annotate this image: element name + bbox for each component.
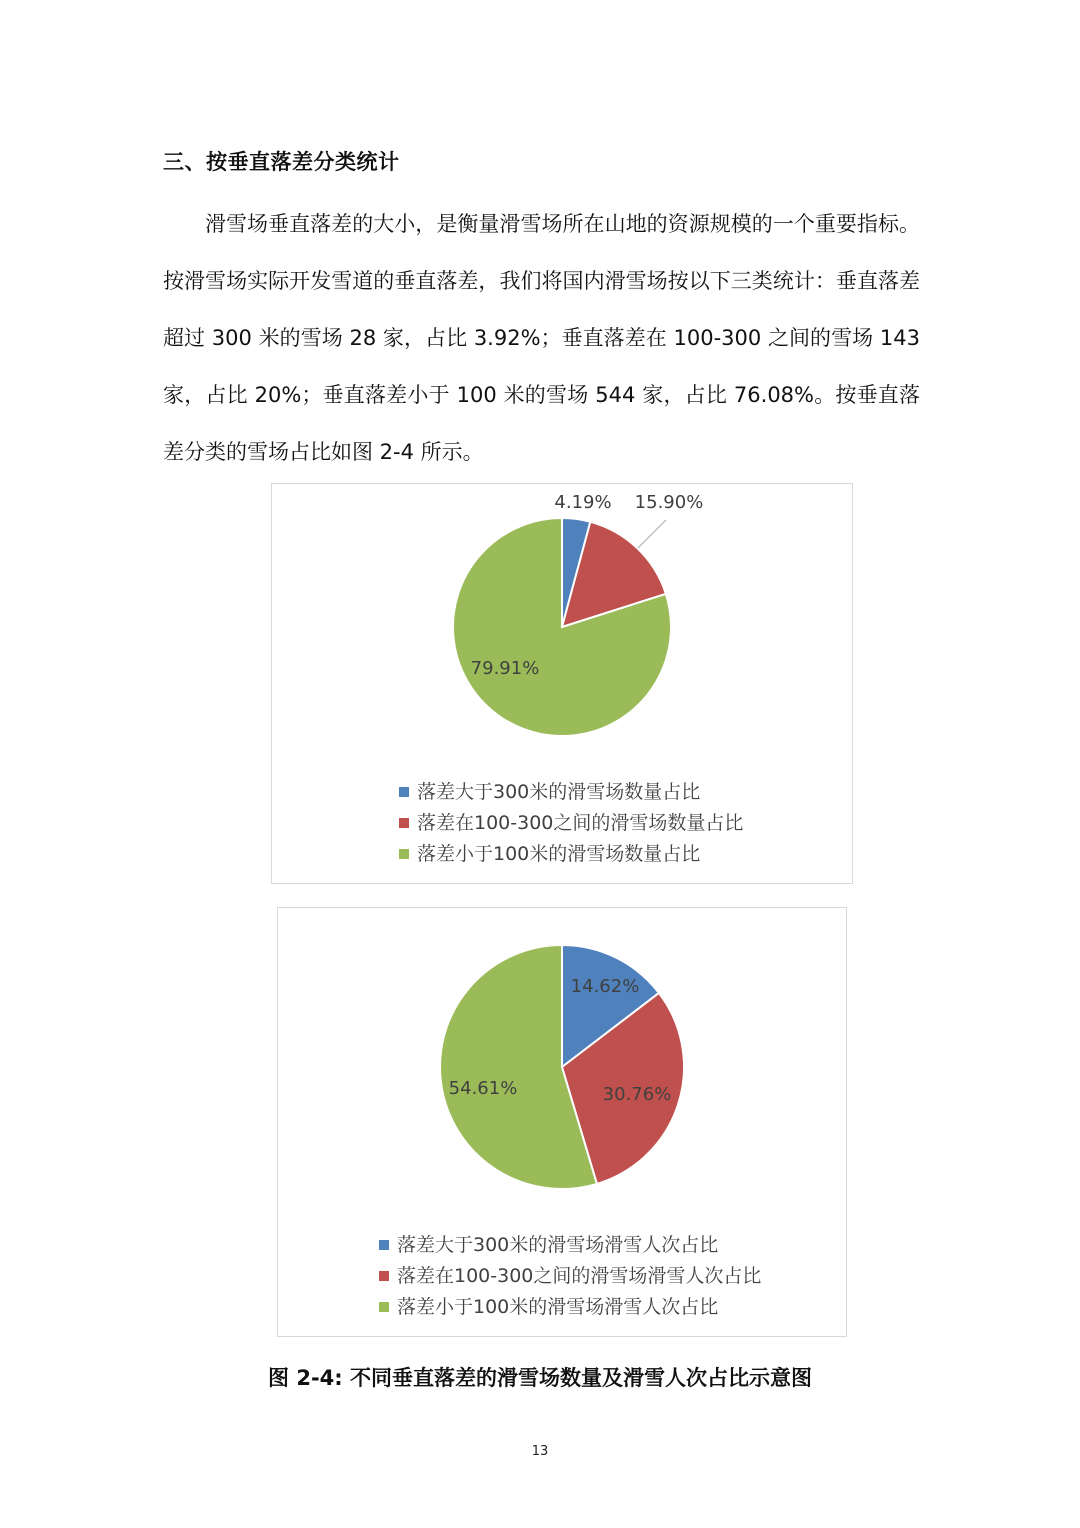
legend-swatch-blue: [399, 787, 409, 797]
legend-label: 落差大于300米的滑雪场数量占比: [417, 781, 701, 803]
paragraph-text: 滑雪场垂直落差的大小，是衡量滑雪场所在山地的资源规模的一个重要指标。按滑雪场实际开发雪道的垂直落差，我们将国内滑雪场按以下三类统计：垂直落差超过 300 米的雪场 28 家，占比 3.92%；垂直落差在 100-300 之间的雪场 143 家，占比 20%；垂直落差小于 100 米的雪场 544 家，占比 76.08%。按垂直落差分类的雪场占比如图 2-4 所示。: [163, 212, 920, 464]
legend-label: 落差小于100米的滑雪场滑雪人次占比: [397, 1296, 719, 1318]
chart-ski-resort-count-share: [271, 483, 853, 884]
legend-swatch-red: [379, 1271, 389, 1281]
legend-count: [399, 777, 743, 870]
body-paragraph: [163, 196, 920, 481]
legend-item: [379, 1230, 761, 1261]
pie-chart-count: [272, 484, 852, 784]
data-label: 14.62%: [570, 976, 640, 997]
data-label: 4.19%: [554, 492, 612, 513]
legend-item: [399, 839, 743, 870]
legend-label: 落差在100-300之间的滑雪场数量占比: [417, 812, 744, 834]
legend-item: [379, 1261, 761, 1292]
legend-item: [379, 1292, 761, 1323]
legend-swatch-red: [399, 818, 409, 828]
legend-item: [399, 777, 743, 808]
legend-swatch-blue: [379, 1240, 389, 1250]
legend-visits: [379, 1230, 761, 1323]
legend-label: 落差在100-300之间的滑雪场滑雪人次占比: [397, 1265, 762, 1287]
label-leader-line: [638, 520, 666, 548]
legend-item: [399, 808, 743, 839]
legend-swatch-green: [379, 1302, 389, 1312]
figure-caption: 图 2-4: 不同垂直落差的滑雪场数量及滑雪人次占比示意图: [268, 1366, 812, 1390]
page-number: 13: [531, 1444, 549, 1459]
data-label: 54.61%: [448, 1078, 518, 1099]
data-label: 30.76%: [602, 1084, 672, 1105]
section-heading: 三、按垂直落差分类统计: [163, 150, 400, 174]
pie-chart-visits: [278, 908, 846, 1208]
data-label: 15.90%: [634, 492, 704, 513]
legend-swatch-green: [399, 849, 409, 859]
chart-skier-visits-share: [277, 907, 847, 1337]
legend-label: 落差大于300米的滑雪场滑雪人次占比: [397, 1234, 719, 1256]
data-label: 79.91%: [470, 658, 540, 679]
legend-label: 落差小于100米的滑雪场数量占比: [417, 843, 701, 865]
